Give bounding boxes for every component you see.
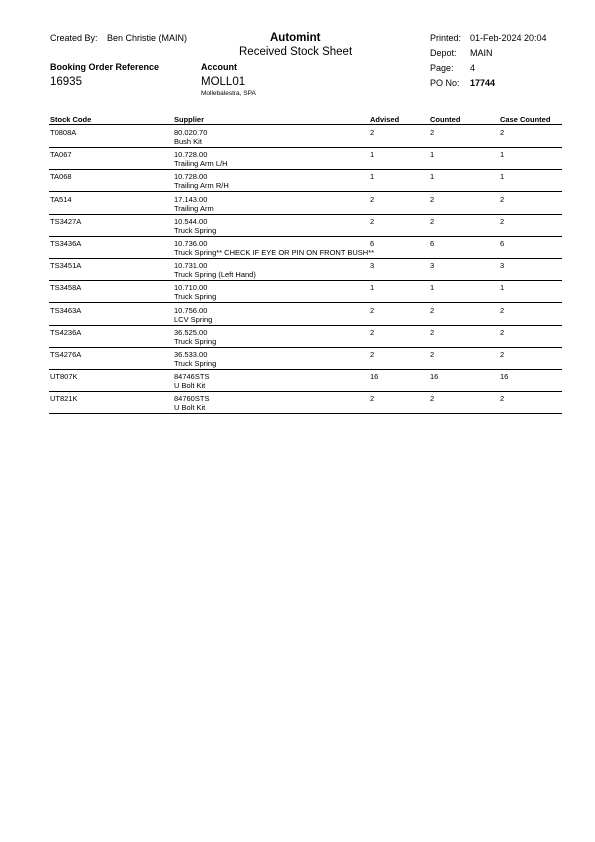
table-row — [49, 328, 562, 350]
col-header-stock-code: Stock Code — [50, 115, 92, 124]
description-cell: U Bolt Kit — [174, 403, 206, 413]
row-divider — [49, 236, 562, 237]
table-row — [49, 239, 562, 261]
col-header-counted: Counted — [430, 115, 461, 124]
table-row — [49, 306, 562, 328]
row-divider — [49, 280, 562, 281]
supplier-cell: 10.731.00 — [174, 261, 208, 271]
account-name: Mollebalestra, SPA — [201, 90, 256, 97]
case-counted-cell: 2 — [500, 350, 505, 359]
case-counted-cell: 1 — [500, 283, 505, 293]
created-by-label: Created By: — [50, 33, 98, 43]
case-counted-cell: 2 — [500, 327, 505, 337]
supplier-cell: 10.710.00 — [174, 283, 208, 293]
page-value: 4 — [470, 63, 476, 73]
counted-cell: 3 — [430, 261, 435, 271]
stock-code-cell: TS4236A — [50, 327, 82, 337]
description-cell: Trailing Arm R/H — [174, 181, 229, 191]
supplier-cell: 17.143.00 — [174, 194, 208, 204]
case-counted-cell: 3 — [500, 261, 505, 271]
row-divider — [49, 347, 562, 348]
row-divider — [49, 147, 562, 148]
table-row — [49, 128, 562, 150]
stock-code-cell: TA068 — [50, 172, 72, 182]
advised-cell: 16 — [370, 372, 379, 382]
case-counted-cell: 2 — [500, 194, 505, 204]
counted-cell: 6 — [430, 239, 435, 248]
supplier-cell: 10.728.00 — [174, 172, 208, 182]
supplier-cell: 36.525.00 — [174, 327, 208, 337]
printed-label: Printed: — [430, 33, 462, 43]
counted-cell: 2 — [430, 394, 435, 404]
printed-value: 01-Feb-2024 20:04 — [470, 33, 547, 43]
row-divider — [49, 214, 562, 215]
advised-cell: 2 — [370, 327, 375, 337]
supplier-cell: 10.544.00 — [174, 216, 208, 226]
description-cell: Truck Spring — [174, 292, 217, 302]
case-counted-cell: 2 — [500, 216, 505, 226]
advised-cell: 2 — [370, 216, 375, 226]
advised-cell: 1 — [370, 150, 375, 160]
booking-ref-label: Booking Order Reference — [50, 62, 160, 72]
counted-cell: 16 — [430, 372, 439, 382]
case-counted-cell: 2 — [500, 394, 505, 404]
row-divider — [49, 191, 562, 192]
depot-label: Depot: — [430, 48, 457, 58]
counted-cell: 1 — [430, 283, 435, 293]
booking-ref-value: 16935 — [50, 76, 82, 88]
case-counted-cell: 6 — [500, 239, 505, 248]
stock-code-cell: TS4276A — [50, 350, 82, 359]
case-counted-cell: 2 — [500, 305, 505, 315]
case-counted-cell: 1 — [500, 150, 505, 160]
created-by-value: Ben Christie (MAIN) — [107, 33, 188, 43]
table-row — [49, 350, 562, 372]
supplier-cell: 10.728.00 — [174, 150, 208, 160]
description-cell: Trailing Arm — [174, 203, 214, 213]
po-label: PO No: — [430, 78, 460, 88]
advised-cell: 1 — [370, 283, 375, 293]
row-divider — [49, 258, 562, 259]
stock-code-cell: UT807K — [50, 372, 78, 382]
description-cell: Truck Spring — [174, 359, 217, 368]
supplier-cell: 84746STS — [174, 372, 210, 382]
supplier-cell: 10.736.00 — [174, 239, 208, 248]
advised-cell: 6 — [370, 239, 375, 248]
advised-cell: 2 — [370, 350, 375, 359]
description-cell: Trailing Arm L/H — [174, 159, 228, 169]
counted-cell: 2 — [430, 216, 435, 226]
stock-code-cell: TS3451A — [50, 261, 82, 271]
account-code: MOLL01 — [201, 76, 246, 88]
description-cell: U Bolt Kit — [174, 381, 206, 391]
stock-code-cell: TA514 — [50, 194, 72, 204]
stock-code-cell: TS3463A — [50, 305, 82, 315]
stock-code-cell: TA067 — [50, 150, 72, 160]
case-counted-cell: 2 — [500, 128, 505, 137]
counted-cell: 2 — [430, 128, 435, 137]
table-row — [49, 195, 562, 217]
advised-cell: 2 — [370, 128, 375, 137]
report-title: Received Stock Sheet — [239, 46, 353, 58]
description-cell: Truck Spring — [174, 336, 217, 346]
advised-cell: 3 — [370, 261, 375, 271]
row-divider — [49, 413, 562, 414]
supplier-cell: 36.533.00 — [174, 350, 208, 359]
counted-cell: 2 — [430, 327, 435, 337]
stock-code-cell: UT821K — [50, 394, 78, 404]
col-header-case-counted: Case Counted — [500, 115, 551, 124]
description-cell: Truck Spring — [174, 225, 217, 235]
description-cell: Truck Spring** CHECK IF EYE OR PIN ON FRONT BUSH** — [174, 248, 375, 257]
col-header-supplier: Supplier — [174, 115, 205, 124]
row-divider — [49, 391, 562, 392]
counted-cell: 1 — [430, 150, 435, 160]
advised-cell: 2 — [370, 394, 375, 404]
case-counted-cell: 16 — [500, 372, 509, 382]
advised-cell: 2 — [370, 194, 375, 204]
stock-code-cell: TS3436A — [50, 239, 82, 248]
stock-code-cell: TS3427A — [50, 216, 82, 226]
header-rule — [49, 124, 562, 125]
counted-cell: 2 — [430, 350, 435, 359]
advised-cell: 1 — [370, 172, 375, 182]
depot-value: MAIN — [470, 48, 493, 58]
table-row — [49, 172, 562, 194]
row-divider — [49, 325, 562, 326]
case-counted-cell: 1 — [500, 172, 505, 182]
row-divider — [49, 302, 562, 303]
table-row — [49, 372, 562, 394]
table-row — [49, 150, 562, 172]
table-row — [49, 217, 562, 239]
table-row — [49, 261, 562, 283]
supplier-cell: 80.020.70 — [174, 128, 208, 137]
counted-cell: 2 — [430, 194, 435, 204]
row-divider — [49, 169, 562, 170]
company-name: Automint — [270, 32, 321, 44]
counted-cell: 2 — [430, 305, 435, 315]
stock-code-cell: T0808A — [50, 128, 77, 137]
description-cell: Bush Kit — [174, 137, 202, 146]
supplier-cell: 84760STS — [174, 394, 210, 404]
advised-cell: 2 — [370, 305, 375, 315]
description-cell: LCV Spring — [174, 314, 213, 324]
table-row — [49, 394, 562, 416]
description-cell: Truck Spring (Left Hand) — [174, 270, 256, 280]
page-label: Page: — [430, 63, 454, 73]
stock-code-cell: TS3458A — [50, 283, 82, 293]
table-row — [49, 283, 562, 305]
col-header-advised: Advised — [370, 115, 400, 124]
account-label: Account — [201, 62, 237, 72]
po-value: 17744 — [470, 78, 496, 88]
supplier-cell: 10.756.00 — [174, 305, 208, 315]
counted-cell: 1 — [430, 172, 435, 182]
row-divider — [49, 369, 562, 370]
